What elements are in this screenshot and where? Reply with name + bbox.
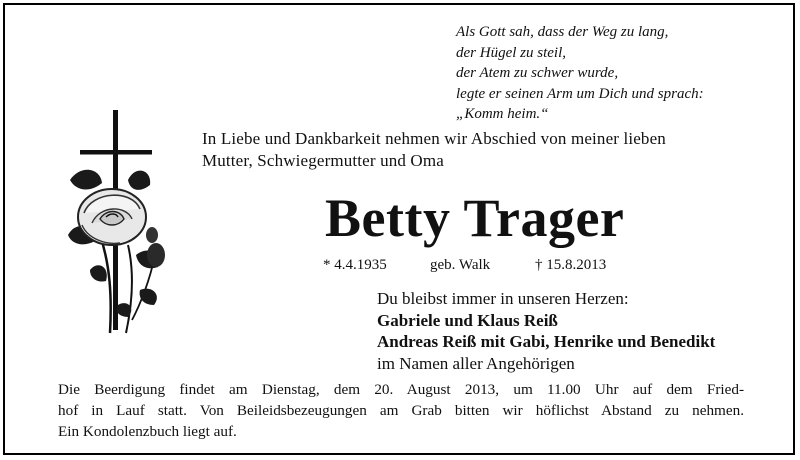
poem-line: „Komm heim.“: [456, 106, 549, 122]
poem-line: Als Gott sah, dass der Weg zu lang,: [456, 24, 669, 40]
mourner-name: Andreas Reiß mit Gabi, Henrike und Benedikt: [377, 332, 716, 351]
cross-with-rose-icon: [40, 105, 190, 345]
funeral-notice: [58, 379, 744, 442]
birth-date: * 4.4.1935: [323, 257, 387, 273]
mourner-name: Gabriele und Klaus Reiß: [377, 310, 558, 330]
intro-line: In Liebe und Dankbarkeit nehmen wir Abschied von meiner lieben: [202, 129, 666, 148]
deceased-name: Betty Trager: [325, 188, 625, 248]
poem-line: legte er seinen Arm um Dich und sprach:: [456, 85, 704, 102]
poem-line: der Atem zu schwer wurde,: [456, 65, 619, 81]
funeral-line: Die Beerdigung findet am Dienstag, dem 20. August 2013, um 11.00 Uhr auf dem Fried-: [58, 381, 744, 398]
mourners: [377, 288, 715, 374]
poem: [456, 22, 704, 125]
funeral-line: Ein Kondolenzbuch liegt auf.: [58, 423, 237, 440]
intro-line: Mutter, Schwiegermutter und Oma: [202, 151, 444, 170]
mourners-closing: im Namen aller Angehörigen: [377, 353, 575, 373]
intro-text: [202, 128, 666, 172]
mourners-lead: Du bleibst immer in unseren Herzen:: [377, 289, 629, 308]
funeral-line: hof in Lauf statt. Von Beileidsbezeugungen am Grab bitten wir höflichst Abstand zu nehmen.: [58, 402, 744, 419]
maiden-name: geb. Walk: [430, 257, 491, 273]
poem-line: der Hügel zu steil,: [456, 44, 566, 61]
death-date: † 15.8.2013: [535, 257, 607, 273]
